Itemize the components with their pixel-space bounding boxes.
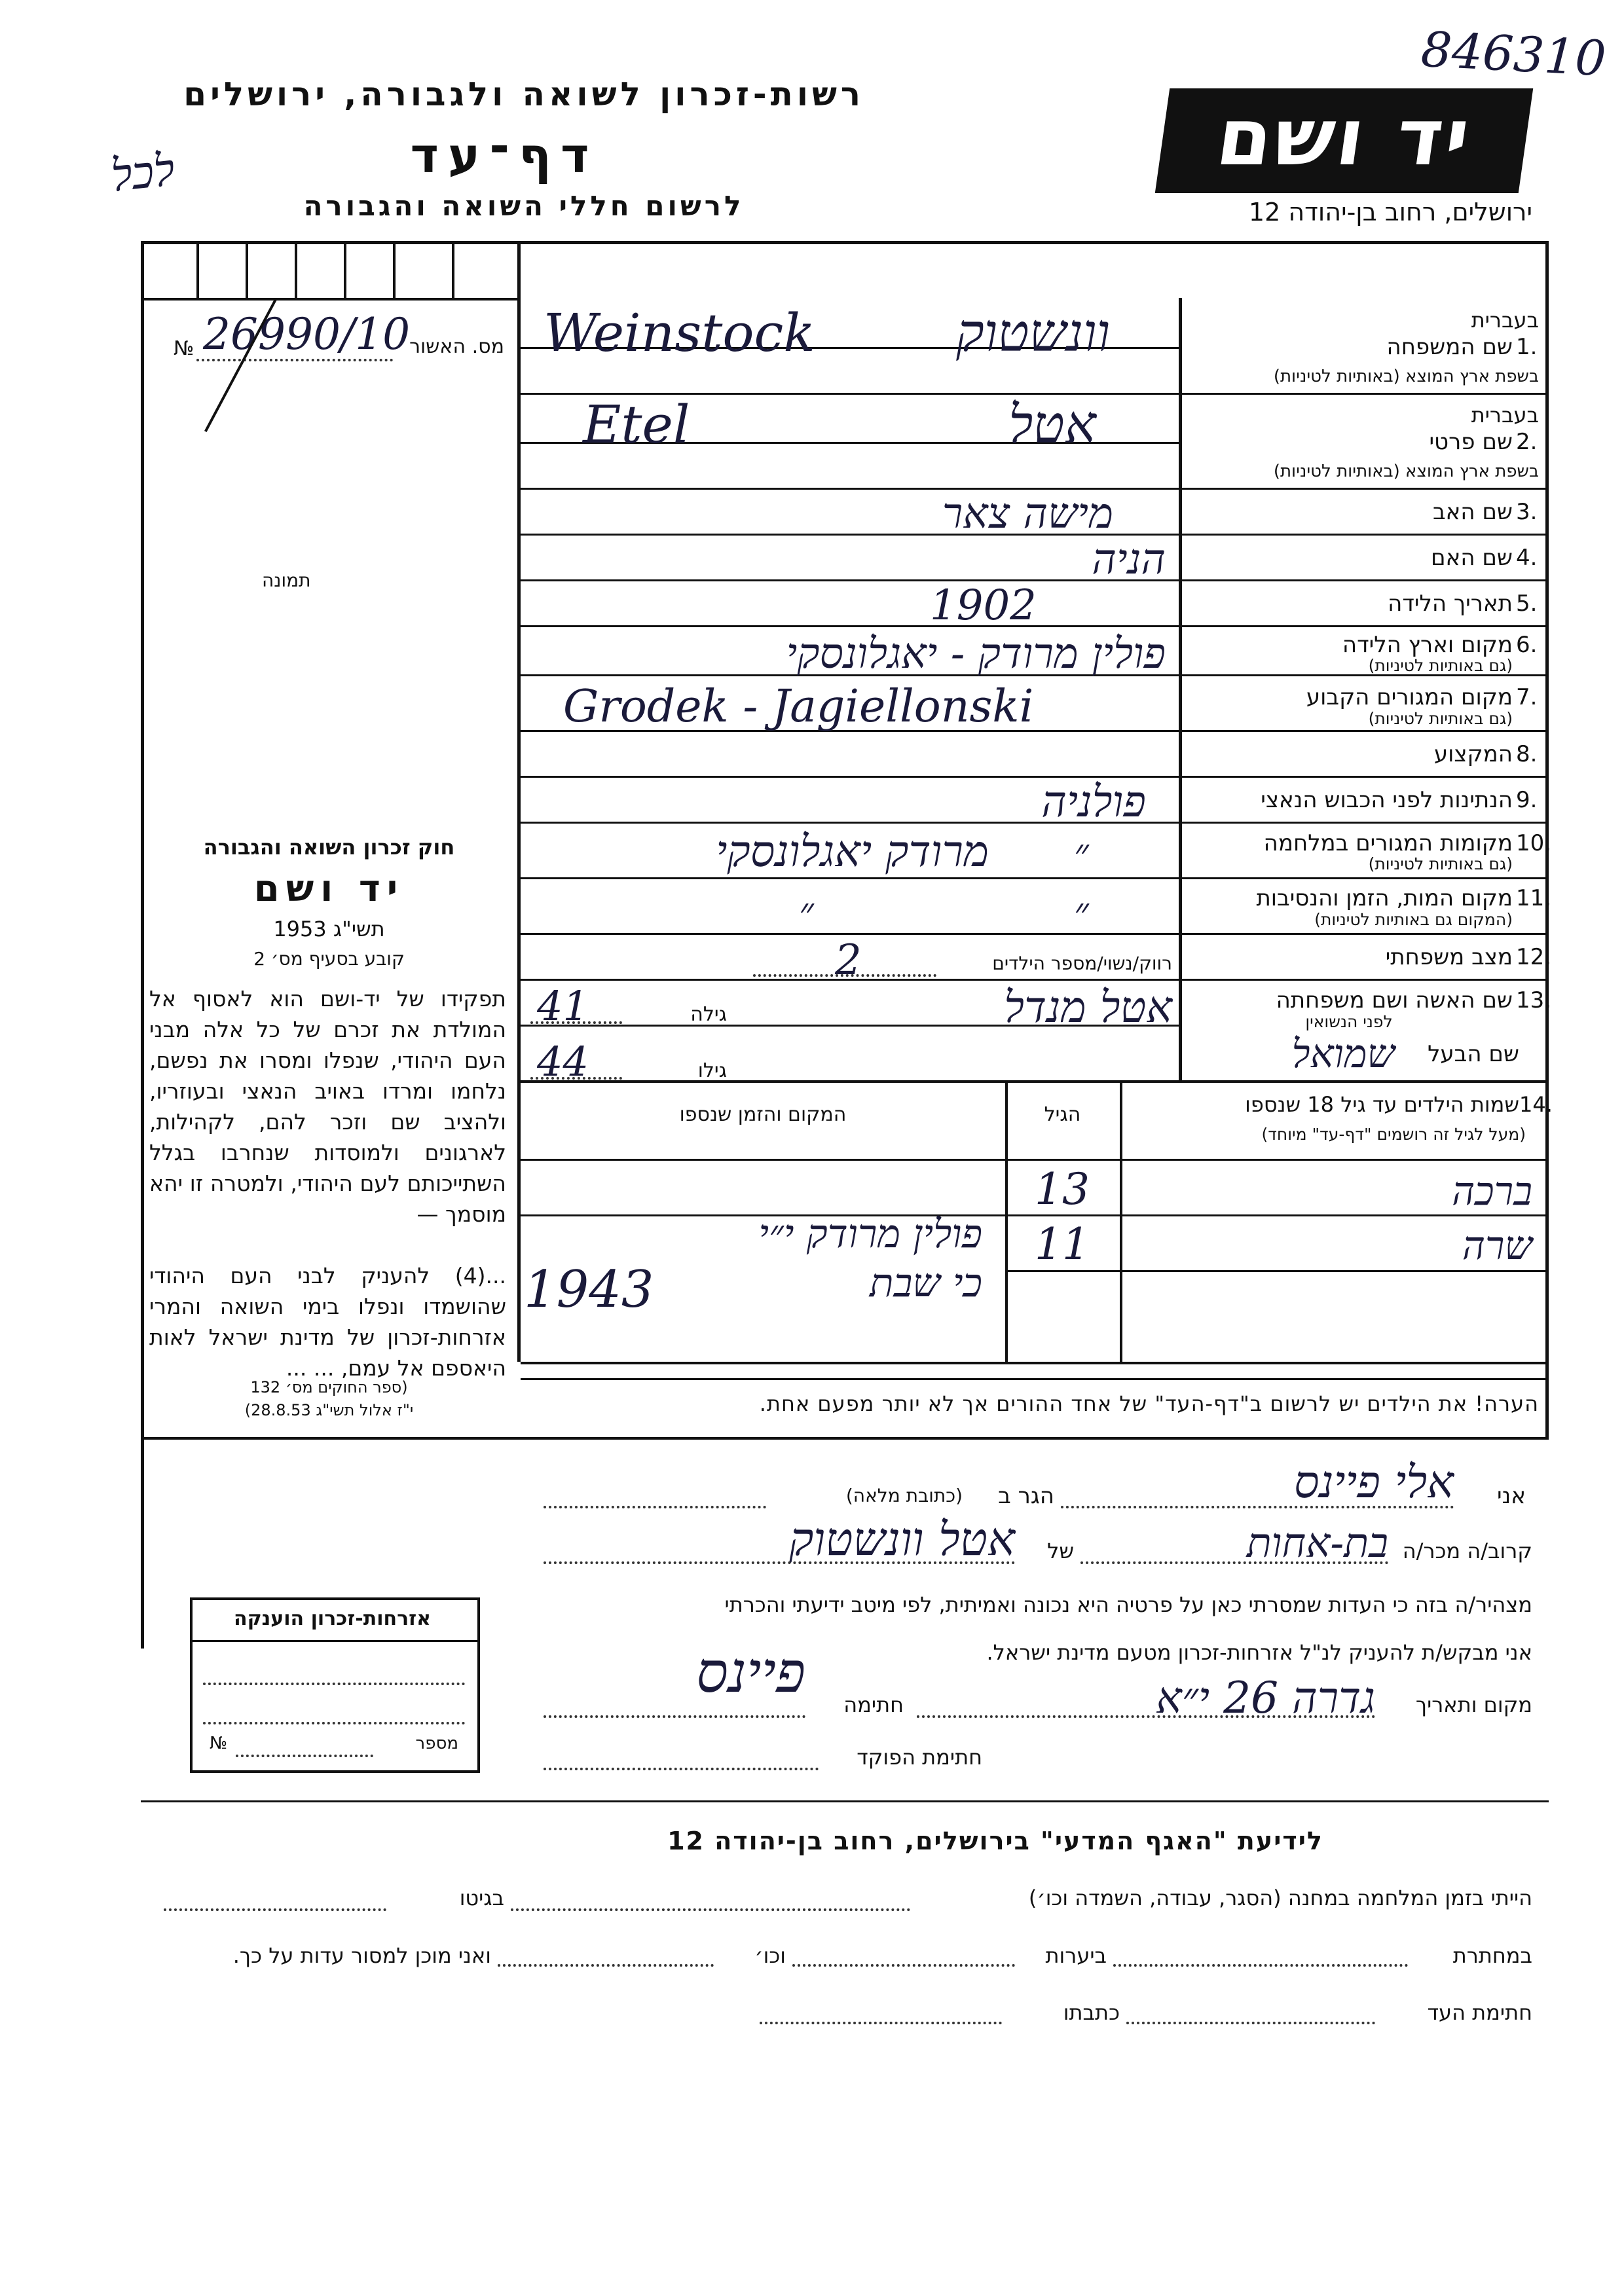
photo-placeholder: תמונה	[262, 570, 311, 591]
field-11-value: ״	[799, 889, 814, 935]
field-6-value: פולין מרודק - יאגלונסקי	[786, 630, 1166, 678]
field-11-num: 11.	[1516, 885, 1552, 911]
footer-forests: ביערות	[1045, 1943, 1107, 1968]
field-2-value-he: אטל	[1008, 394, 1096, 455]
footer-line1-ghetto: בגיטו	[459, 1886, 504, 1910]
decl-place-date-value: גדרה 26 י״א	[1156, 1673, 1375, 1723]
field-14-num: 14.	[1519, 1092, 1553, 1117]
footer-underground: במחתרת	[1452, 1943, 1532, 1968]
field-10-ditto: ״	[1074, 830, 1089, 876]
field-6-note: (גם באותיות לטיניות)	[1368, 656, 1513, 675]
law-name: יד ושם	[253, 867, 405, 910]
field-3-value: מישה צאר	[942, 490, 1113, 538]
field-7-num: 7.	[1516, 684, 1538, 710]
field-13-num: 13.	[1516, 987, 1552, 1013]
field-13-age-label-f: גילה	[690, 1003, 727, 1026]
field-8-label: המקצוע	[1433, 741, 1513, 767]
field-7-value: Grodek - Jagiellonski	[563, 681, 1034, 733]
field-11-ditto: ״	[1074, 889, 1089, 935]
citizenship-number-label: מספר	[415, 1734, 458, 1753]
form-subtitle: לרשום חללי השואה והגבורה	[303, 190, 745, 222]
field-12-value: 2	[835, 936, 862, 985]
field-7-label: מקום המגורים הקבוע	[1306, 684, 1513, 710]
law-text-1: תפקידו של יד-ושם הוא לאסוף אל המולדת את זכרם של כל אלה מבני העם היהודי, שנפלו ומסרו את נפשם, נלחמו ומרדו באויב הנאצי ובעוזריו, ולהציב שם וזכר להם, לקהילות, לארגונים ולמוסדות שנחרבו בגלל השתייכותם לעם היהודי, ולמטרה זו יהא מוסמך —	[149, 986, 506, 1227]
law-ref-2: י"ז אלול תשי"ג 28.8.53)	[244, 1401, 414, 1419]
decl-official-label: חתימת הפוקד	[857, 1745, 982, 1770]
law-year: תשי"ג 1953	[273, 917, 385, 941]
field-7-note: (גם באותיות לטיניות)	[1368, 709, 1513, 728]
decl-i-value: אלי פיינס	[1293, 1457, 1454, 1508]
law-heading: חוק זכרון השואה והגבורה	[203, 835, 455, 860]
footer-witness-signature: חתימת העד	[1427, 2000, 1532, 2025]
corner-note: לכל	[109, 144, 177, 202]
decl-relative-label: קרוב/ה מכר/ה	[1402, 1539, 1532, 1563]
field-12-label: מצב משפחתי	[1385, 944, 1513, 970]
children-col-age: הגיל	[1044, 1103, 1081, 1126]
field-1-sub-latin: בשפת ארץ המוצא (באותיות לטיניות)	[1273, 367, 1539, 386]
authority-line: רשות-זכרון לשואה ולגבורה, ירושלים	[183, 75, 864, 113]
field-13-age-f: 41	[537, 982, 589, 1030]
yad-vashem-logo: יד ושם	[1155, 88, 1533, 193]
field-1-value-latin: Weinstock	[544, 302, 815, 363]
child-1-age: 13	[1035, 1164, 1090, 1214]
field-1-sub-he: בעברית	[1471, 308, 1539, 333]
field-3-label: שם האב	[1432, 499, 1513, 525]
decl-i-label: אני	[1497, 1483, 1526, 1509]
note: הערה! את הילדים יש לרשום ב"דף-העד" של אחד ההורים אך לא יותר מפעם אחת.	[759, 1391, 1539, 1416]
field-10-num: 10.	[1516, 830, 1552, 856]
law-text-2: ...(4) להעניק לבני העם היהודי שהושמדו ונפלו בימי השואה והמרי אזרחות-זכרון של מדינת ישראל לאות היאספם אל עמם, ... ...	[149, 1263, 506, 1381]
child-2-age: 11	[1035, 1219, 1090, 1269]
decl-statement: מצהיר/ה בזה כי העדות שמסרתי כאן על פרטיה היא נכונה ואמיתית, לפי מיטב ידיעתי והכרתי	[724, 1592, 1532, 1617]
field-4-num: 4.	[1516, 545, 1538, 571]
children-title: שמות הילדים עד גיל 18 שנספו	[1245, 1092, 1519, 1117]
field-4-value: הניה	[1092, 536, 1166, 584]
decl-address-label: (כתובת מלאה)	[845, 1485, 963, 1506]
field-13-note: לפני הנשואין	[1305, 1012, 1393, 1031]
field-13-age-m: 44	[537, 1038, 589, 1085]
children-place: פולין מרודק י״י	[758, 1211, 982, 1257]
approval-label: מס. האשור	[409, 335, 504, 358]
field-11-label: מקום המות, הזמן והנסיבות	[1256, 885, 1513, 911]
field-8-num: 8.	[1516, 741, 1538, 767]
field-6-num: 6.	[1516, 632, 1538, 658]
field-10-note: (גם באותיות לטיניות)	[1368, 854, 1513, 873]
field-1	[1185, 308, 1539, 333]
field-10-value: מרודק יאגלונסקי	[716, 826, 989, 877]
field-11-note: (המקום גם באותיות לטיניות)	[1314, 910, 1513, 929]
field-3-num: 3.	[1516, 499, 1538, 525]
field-5-value: 1902	[930, 581, 1037, 630]
field-2-sub-latin: בשפת ארץ המוצא (באותיות לטיניות)	[1273, 462, 1539, 481]
law-ref-1: (ספר החוקים מס׳ 132	[250, 1378, 408, 1396]
citizenship-title: אזרחות-זכרון הוענקה	[233, 1607, 432, 1630]
child-2-name: שרה	[1462, 1223, 1532, 1269]
field-2-label: שם פרטי	[1429, 429, 1513, 455]
field-10-label: מקומות המגורים במלחמה	[1263, 830, 1513, 856]
children-col-place: המקום והזמן שנספו	[679, 1103, 847, 1126]
decl-lives-label: הגר ב	[998, 1483, 1054, 1509]
field-13-age-label-m: גילו	[697, 1059, 727, 1082]
field-1-num: 1.	[1516, 334, 1538, 360]
footer-line1: הייתי בזמן המלחמה במחנה (הסגר, עבודה, השמדה וכו׳)	[1028, 1886, 1532, 1910]
address: ירושלים, רחוב בן-יהודה 12	[1248, 198, 1532, 227]
approval-no-label: №	[174, 337, 194, 360]
law-clause: קובע בסעיף מס׳ 2	[253, 948, 405, 970]
field-2-value-latin: Etel	[583, 394, 690, 455]
field-2-num: 2.	[1516, 429, 1538, 455]
field-1-label: שם המשפחה	[1386, 334, 1513, 360]
field-13-label: שם האשה ושם משפחתה	[1276, 987, 1513, 1013]
decl-signature-value: פיינס	[695, 1640, 805, 1705]
field-2-sub-he: בעברית	[1471, 403, 1539, 428]
field-4-label: שם האם	[1431, 545, 1513, 571]
footer-address-label: כתבתו	[1063, 2000, 1120, 2025]
decl-request: אני מבקש/ת להעניק לנ"ל אזרחות-זכרון מטעם מדינת ישראל.	[986, 1640, 1532, 1665]
field-1-value-he: וונשטוק	[956, 302, 1111, 363]
footer-etc: וכו׳	[754, 1943, 786, 1968]
children-year: 1943	[524, 1260, 654, 1319]
field-6-label: מקום וארץ הלידה	[1342, 632, 1513, 658]
field-9-value: פולניה	[1041, 776, 1146, 827]
citizenship-no-label: №	[210, 1734, 228, 1753]
archive-number: 846310	[1419, 21, 1608, 88]
children-date-line: כי שבת	[869, 1260, 982, 1306]
field-13-husband: שמואל	[1291, 1031, 1395, 1077]
field-13-value: אטל מנדל	[1004, 982, 1172, 1032]
decl-relative-value: בת-אחות	[1246, 1519, 1388, 1567]
children-subtitle: (מעל לגיל זה רושמים "דף-עד" מיוחד)	[1261, 1125, 1526, 1144]
footer-heading: לידיעת "האגף המדעי" בירושלים, רחוב בן-יהודה 12	[667, 1827, 1323, 1855]
approval-number: 26990/10	[203, 309, 411, 359]
field-9-num: 9.	[1516, 787, 1538, 813]
form-title: דף־עד	[410, 128, 599, 184]
child-1-name: ברכה	[1452, 1169, 1532, 1214]
field-12-num: 12.	[1516, 944, 1552, 970]
field-5-label: תאריך הלידה	[1388, 591, 1513, 617]
decl-place-date-label: מקום ותאריך	[1415, 1692, 1532, 1717]
decl-of-value: אטל וונשטוק	[788, 1512, 1015, 1566]
decl-of-label: של	[1047, 1539, 1074, 1563]
field-9-label: הנתינות לפני הכבוש הנאצי	[1261, 787, 1513, 813]
footer-willing: ואני מוכן למסור עדות על כך.	[232, 1943, 491, 1968]
field-13-husband-label: שם הבעל	[1428, 1041, 1519, 1067]
decl-signature-label: חתימה	[843, 1692, 904, 1717]
field-12-children-label: רווק/נשוי/מספר הילדים	[992, 953, 1172, 974]
field-5-num: 5.	[1516, 591, 1538, 617]
